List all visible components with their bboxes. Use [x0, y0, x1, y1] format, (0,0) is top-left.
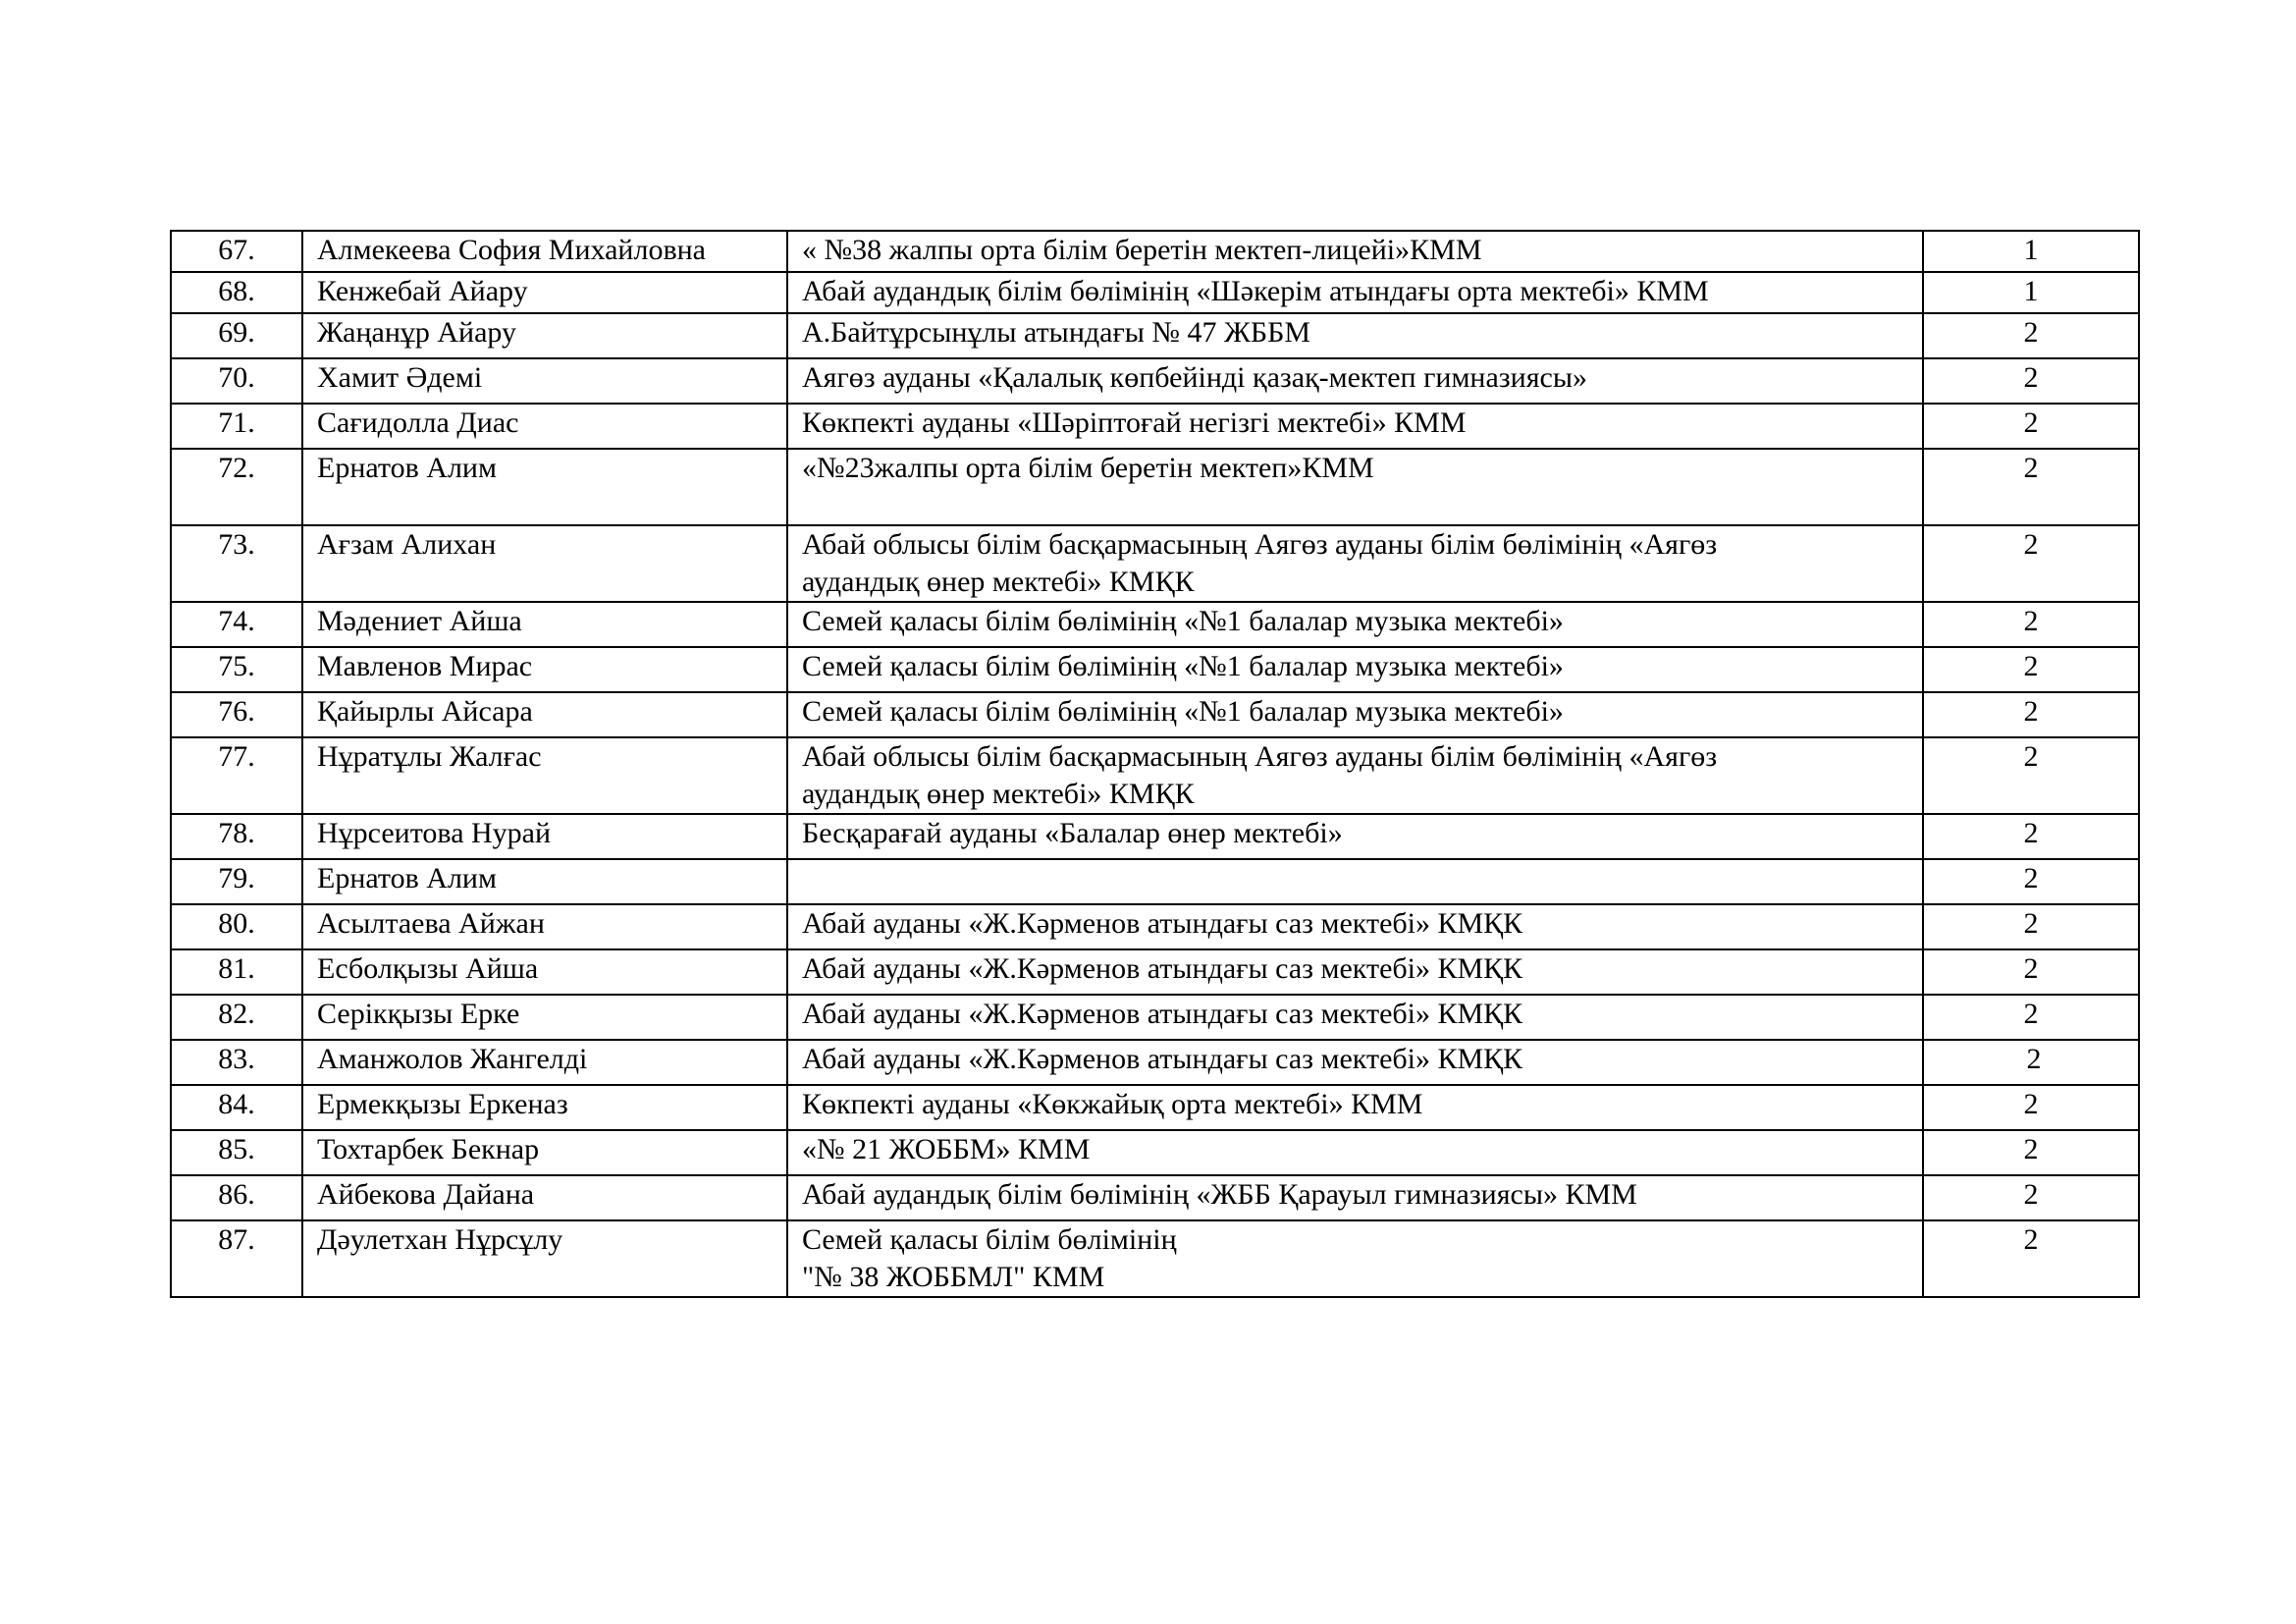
participant-name: Асылтаева Айжан — [302, 904, 787, 949]
table-row — [171, 647, 2139, 692]
table-row — [171, 814, 2139, 859]
table-row — [171, 602, 2139, 647]
table-row — [171, 1220, 2139, 1297]
participant-name: Тохтарбек Бекнар — [302, 1130, 787, 1175]
participant-name: Хамит Әдемі — [302, 358, 787, 404]
row-number: 87. — [171, 1220, 302, 1297]
participant-name: Ернатов Алим — [302, 859, 787, 904]
place-value: 2 — [1923, 737, 2139, 814]
place-value: 2 — [1923, 602, 2139, 647]
school-name: Семей қаласы білім бөлімінің «№1 балалар музыка мектебі» — [787, 692, 1923, 737]
participant-name: Нұратұлы Жалғас — [302, 737, 787, 814]
table-row — [171, 995, 2139, 1040]
place-value: 2 — [1923, 1220, 2139, 1297]
row-number: 70. — [171, 358, 302, 404]
row-number: 81. — [171, 949, 302, 995]
place-value: 2 — [1923, 995, 2139, 1040]
participant-name: Мәдениет Айша — [302, 602, 787, 647]
row-number: 85. — [171, 1130, 302, 1175]
row-number: 86. — [171, 1175, 302, 1220]
school-name: Семей қаласы білім бөлімінің «№1 балалар музыка мектебі» — [787, 602, 1923, 647]
table-row — [171, 231, 2139, 272]
school-name: А.Байтұрсынұлы атындағы № 47 ЖББМ — [787, 313, 1923, 358]
table-row — [171, 1130, 2139, 1175]
place-value: 2 — [1923, 647, 2139, 692]
table-row — [171, 1175, 2139, 1220]
school-name: Абай ауданы «Ж.Кәрменов атындағы саз мектебі» КМҚК — [787, 995, 1923, 1040]
place-value: 2 — [1923, 1040, 2139, 1085]
place-value: 2 — [1923, 859, 2139, 904]
row-number: 67. — [171, 231, 302, 272]
participant-name: Аманжолов Жангелді — [302, 1040, 787, 1085]
school-name: Көкпекті ауданы «Шәріптоғай негізгі мектебі» КММ — [787, 404, 1923, 449]
participant-name: Кенжебай Айару — [302, 272, 787, 313]
table-row — [171, 859, 2139, 904]
table-row — [171, 358, 2139, 404]
row-number: 73. — [171, 525, 302, 602]
school-name: Абай аудандық білім бөлімінің «ЖББ Қарауыл гимназиясы» КММ — [787, 1175, 1923, 1220]
place-value: 2 — [1923, 1130, 2139, 1175]
table-row — [171, 692, 2139, 737]
place-value: 2 — [1923, 904, 2139, 949]
table-row — [171, 904, 2139, 949]
school-name: Абай облысы білім басқармасының Аягөз ауданы білім бөлімінің «Аягөз аудандық өнер мектебі» КМҚК — [787, 525, 1923, 602]
school-name: Абай ауданы «Ж.Кәрменов атындағы саз мектебі» КМҚК — [787, 949, 1923, 995]
school-name: Абай аудандық білім бөлімінің «Шәкерім атындағы орта мектебі» КММ — [787, 272, 1923, 313]
school-name: Аягөз ауданы «Қалалық көпбейінді қазақ-мектеп гимназиясы» — [787, 358, 1923, 404]
row-number: 69. — [171, 313, 302, 358]
table-row — [171, 449, 2139, 525]
place-value: 2 — [1923, 1085, 2139, 1130]
participant-name: Нұрсеитова Нурай — [302, 814, 787, 859]
table-row — [171, 737, 2139, 814]
school-name: Бесқарағай ауданы «Балалар өнер мектебі» — [787, 814, 1923, 859]
participant-name: Дәулетхан Нұрсұлу — [302, 1220, 787, 1297]
school-name: Семей қаласы білім бөлімінің «№1 балалар музыка мектебі» — [787, 647, 1923, 692]
row-number: 80. — [171, 904, 302, 949]
participant-name: Мавленов Мирас — [302, 647, 787, 692]
place-value: 2 — [1923, 949, 2139, 995]
school-name: «№ 21 ЖОББМ» КММ — [787, 1130, 1923, 1175]
participant-name: Есболқызы Айша — [302, 949, 787, 995]
table-row — [171, 1040, 2139, 1085]
participant-name: Жаңанұр Айару — [302, 313, 787, 358]
school-name — [787, 859, 1923, 904]
row-number: 75. — [171, 647, 302, 692]
participant-name: Сағидолла Диас — [302, 404, 787, 449]
place-value: 2 — [1923, 313, 2139, 358]
place-value: 2 — [1923, 525, 2139, 602]
place-value: 1 — [1923, 272, 2139, 313]
participant-name: Айбекова Дайана — [302, 1175, 787, 1220]
participant-name: Ағзам Алихан — [302, 525, 787, 602]
row-number: 79. — [171, 859, 302, 904]
row-number: 68. — [171, 272, 302, 313]
place-value: 2 — [1923, 404, 2139, 449]
results-table — [170, 230, 2140, 1298]
place-value: 2 — [1923, 358, 2139, 404]
school-name: «№23жалпы орта білім беретін мектеп»КММ — [787, 449, 1923, 525]
row-number: 71. — [171, 404, 302, 449]
row-number: 78. — [171, 814, 302, 859]
school-name: Абай ауданы «Ж.Кәрменов атындағы саз мектебі» КМҚК — [787, 904, 1923, 949]
place-value: 2 — [1923, 692, 2139, 737]
row-number: 83. — [171, 1040, 302, 1085]
participant-name: Серікқызы Ерке — [302, 995, 787, 1040]
place-value: 2 — [1923, 814, 2139, 859]
participant-name: Алмекеева София Михайловна — [302, 231, 787, 272]
row-number: 76. — [171, 692, 302, 737]
school-name: « №38 жалпы орта білім беретін мектеп-лицейі»КММ — [787, 231, 1923, 272]
table-row — [171, 313, 2139, 358]
table-row — [171, 525, 2139, 602]
row-number: 74. — [171, 602, 302, 647]
school-name: Көкпекті ауданы «Көкжайық орта мектебі» КММ — [787, 1085, 1923, 1130]
place-value: 2 — [1923, 449, 2139, 525]
school-name: Абай ауданы «Ж.Кәрменов атындағы саз мектебі» КМҚК — [787, 1040, 1923, 1085]
place-value: 1 — [1923, 231, 2139, 272]
row-number: 72. — [171, 449, 302, 525]
participant-name: Қайырлы Айсара — [302, 692, 787, 737]
table-row — [171, 1085, 2139, 1130]
table-row — [171, 272, 2139, 313]
row-number: 84. — [171, 1085, 302, 1130]
table-row — [171, 404, 2139, 449]
row-number: 77. — [171, 737, 302, 814]
participant-name: Ернатов Алим — [302, 449, 787, 525]
participant-name: Ермекқызы Еркеназ — [302, 1085, 787, 1130]
school-name: Абай облысы білім басқармасының Аягөз ауданы білім бөлімінің «Аягөз аудандық өнер мектебі» КМҚК — [787, 737, 1923, 814]
place-value: 2 — [1923, 1175, 2139, 1220]
table-row — [171, 949, 2139, 995]
row-number: 82. — [171, 995, 302, 1040]
school-name: Семей қаласы білім бөлімінің "№ 38 ЖОББМЛ" КММ — [787, 1220, 1923, 1297]
